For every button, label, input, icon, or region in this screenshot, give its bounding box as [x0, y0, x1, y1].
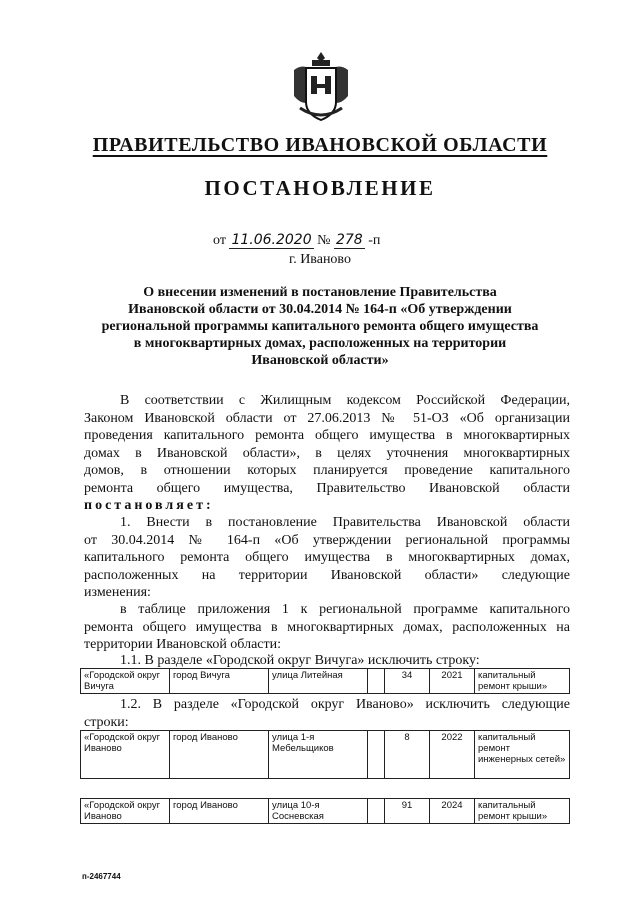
cell-city: город Вичуга	[170, 669, 269, 694]
title-line: региональной программы капитального ремонта общего имущества	[101, 319, 539, 334]
cell-district: «Городской округ Вичуга	[81, 669, 170, 694]
document-type: ПОСТАНОВЛЕНИЕ	[204, 176, 436, 200]
date-prefix: от	[213, 233, 226, 248]
item-1	[84, 514, 570, 602]
cell-house: 8	[385, 731, 430, 779]
document-date: 11.06.2020	[231, 232, 312, 248]
cell-empty	[368, 799, 385, 824]
appendix-line: в таблице приложения 1 к региональной программе капитального	[120, 602, 570, 617]
appendix-paragraph	[84, 601, 570, 654]
table-row	[81, 799, 570, 824]
title-line: Ивановской области от 30.04.2014 № 164-п «Об утверждении	[128, 302, 512, 317]
item-1-line: от 30.04.2014 № 164-п «Об утверждении региональной программы	[84, 532, 570, 548]
table-vichuga	[80, 668, 570, 694]
decree-word: постановляет:	[84, 498, 214, 513]
cell-street: улица 10-я Сосневская	[269, 799, 368, 824]
title-line: О внесении изменений в постановление Правительства	[143, 285, 497, 300]
item-1-1-text: 1.1. В разделе «Городской округ Вичуга» исключить строку:	[120, 653, 480, 668]
item-1-line: расположенных на территории Ивановской области» следующие	[84, 567, 570, 583]
item-1-2	[84, 696, 570, 731]
cell-city: город Иваново	[170, 731, 269, 779]
city: г. Иваново	[289, 252, 351, 267]
preamble	[84, 392, 570, 515]
cell-district: «Городской округ Иваново	[81, 731, 170, 779]
title-line: Ивановской области»	[251, 353, 389, 368]
cell-work: капитальный ремонт крыши»	[475, 799, 570, 824]
preamble-line: домов, в отношении которых планируется проведение капитального	[84, 463, 570, 478]
table-row	[81, 731, 570, 779]
appendix-line: территории Ивановской области:	[84, 637, 281, 652]
table-row	[81, 669, 570, 694]
number-sign: №	[317, 233, 331, 248]
cell-street: улица 1-я Мебельщиков	[269, 731, 368, 779]
title-line: в многоквартирных домах, расположенных на территории	[133, 336, 507, 351]
document-number: 278	[335, 232, 363, 248]
number-suffix: -п	[368, 233, 381, 248]
cell-work: капитальный ремонт инженерных сетей»	[475, 731, 570, 779]
table-ivanovo-2	[80, 798, 570, 824]
item-1-2-line: строки:	[84, 714, 129, 730]
preamble-line: проведения капитального ремонта общего имущества в многоквартирных	[84, 428, 570, 443]
government-name: ПРАВИТЕЛЬСТВО ИВАНОВСКОЙ ОБЛАСТИ	[92, 134, 548, 156]
document-code: п-2467744	[82, 872, 121, 881]
government-heading	[0, 134, 640, 157]
cell-year: 2022	[430, 731, 475, 779]
cell-empty	[368, 731, 385, 779]
cell-work: капитальный ремонт крыши»	[475, 669, 570, 694]
item-1-line: изменения:	[84, 585, 151, 600]
item-1-1	[84, 652, 570, 670]
cell-district: «Городской округ Иваново	[81, 799, 170, 824]
appendix-line: ремонта общего имущества в многоквартирных домах, расположенных на	[84, 619, 570, 635]
item-1-line: капитального ремонта общего имущества в многоквартирных домах,	[84, 550, 570, 565]
preamble-line: В соответствии с Жилищным кодексом Российской Федерации,	[120, 393, 570, 408]
preamble-line: Законом Ивановской области от 27.06.2013 № 51-ОЗ «Об организации	[84, 410, 570, 426]
cell-street: улица Литейная	[269, 669, 368, 694]
date-number-line	[213, 232, 380, 249]
cell-city: город Иваново	[170, 799, 269, 824]
preamble-line: домах в Ивановской области», в целях уточнения многоквартирных	[84, 445, 570, 461]
cell-house: 34	[385, 669, 430, 694]
coat-of-arms-emblem	[290, 50, 352, 124]
preamble-line: ремонта общего имущества, Правительство Ивановской области	[84, 480, 570, 496]
cell-house: 91	[385, 799, 430, 824]
document-title	[80, 284, 560, 369]
item-1-2-line: 1.2. В разделе «Городской округ Иваново» исключить следующие	[120, 697, 570, 712]
item-1-line: 1. Внести в постановление Правительства Ивановской области	[120, 515, 570, 530]
cell-year: 2024	[430, 799, 475, 824]
table-ivanovo-1	[80, 730, 570, 779]
cell-empty	[368, 669, 385, 694]
cell-year: 2021	[430, 669, 475, 694]
